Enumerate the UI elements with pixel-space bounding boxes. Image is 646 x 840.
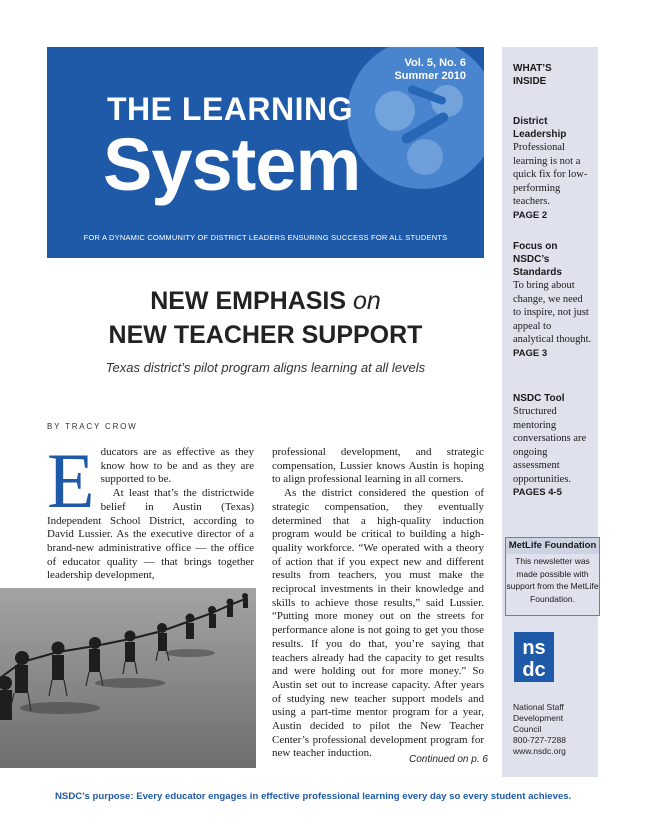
headline-line2: NEW TEACHER SUPPORT [108,321,423,349]
article-column-1 [47,437,254,583]
sidebar-heading-line1: WHAT’S [513,63,552,74]
nsdc-name-line1: National Staff [513,702,564,712]
headline-line1 [47,284,484,318]
masthead-title-top: THE LEARNING [107,91,353,127]
sidebar-item-title: Focus on NSDC’s Standards [513,241,562,278]
sidebar-item-text: To bring about change, we need to inspire, not just appeal to analytical thought. [513,280,592,345]
sidebar-heading [513,62,552,88]
metlife-text: This newsletter was made possible with support from the MetLife Foundation. [506,556,599,604]
metlife-heading: MetLife Foundation [506,538,599,554]
issue-info [394,57,466,83]
issue-volume: Vol. 5, No. 6 [404,57,466,69]
sidebar-item-text: Professional learning is not a quick fix for low-performing teachers. [513,142,588,207]
paragraph: professional development, and strategic compensation, Lussier knows Austin is hoping to align professional learning in all corners. [272,446,484,486]
sidebar-item-page: PAGES 4-5 [513,487,562,498]
paragraph-text: ducators are as effective as they know how to be and as they are supported to be. [100,446,254,486]
masthead [47,47,484,258]
drop-cap: E [47,437,95,524]
metlife-box [505,537,600,616]
paragraph: At least that’s the districtwide belief in Austin (Texas) Independent School District, according to David Lussier. As the executive director of a brand-new administrative office — the office of educator quality — that brings together leadership development, [47,487,254,582]
nsdc-logo [514,632,554,682]
paragraph: As the district considered the question of strategic compensation, they eventually determined that a high-quality induction program would be critical to building a high-quality workforce. “We operated with a theory of action that if you expect new and different results from teachers, you must make the reciprocal investments in their knowledge and skills to achieve those results,” said Lussier. “Putting more money out on the streets for performance alone is not going to get you those results. If you do that, you’re saying that teachers already had the capacity to get results and were holding out for more money.” So Austin set out to increase capacity. After years of studying new teacher support models and using a part-time mentor program for a year, Austin decided to pilot the New Teacher Center’s professional development program for new teacher induction. [272,487,484,760]
sidebar-item-nsdc-tool[interactable] [513,392,593,499]
byline: BY TRACY CROW [47,422,138,431]
sidebar-item-title: District Leadership [513,116,567,140]
continued-link[interactable]: Continued on p. 6 [409,754,488,765]
masthead-title: System [103,123,361,206]
article-column-2 [272,446,484,761]
purpose-statement: NSDC’s purpose: Every educator engages in effective professional learning every day so every student achieves. [55,791,572,802]
sidebar-item-page: PAGE 3 [513,347,548,359]
nsdc-contact [513,702,566,757]
sidebar-item-text: Structured mentoring conversations are ongoing assessment opportunities. [513,406,587,485]
article-headline-block [47,284,484,375]
sidebar-item-focus-standards[interactable] [513,240,593,360]
sidebar-item-district-leadership[interactable] [513,115,593,222]
headline-on: on [352,287,381,315]
sidebar-item-page: PAGE 2 [513,209,548,221]
nsdc-name-line2: Development [513,713,564,723]
issue-season: Summer 2010 [394,70,466,82]
nsdc-name-line3: Council [513,724,542,734]
masthead-tagline: FOR A DYNAMIC COMMUNITY OF DISTRICT LEADERS ENSURING SUCCESS FOR ALL STUDENTS [83,233,448,242]
sidebar-heading-line2: INSIDE [513,76,547,87]
sidebar-item-title: NSDC Tool [513,393,565,404]
article-photo [0,588,256,768]
article-deck: Texas district’s pilot program aligns learning at all levels [105,360,426,375]
headline-line1-text: NEW EMPHASIS [150,287,353,315]
nsdc-website[interactable]: www.nsdc.org [513,746,566,756]
svg-text:dc: dc [522,659,546,681]
svg-text:ns: ns [522,637,546,659]
paragraph [47,437,254,524]
nsdc-phone: 800-727-7288 [513,735,566,745]
